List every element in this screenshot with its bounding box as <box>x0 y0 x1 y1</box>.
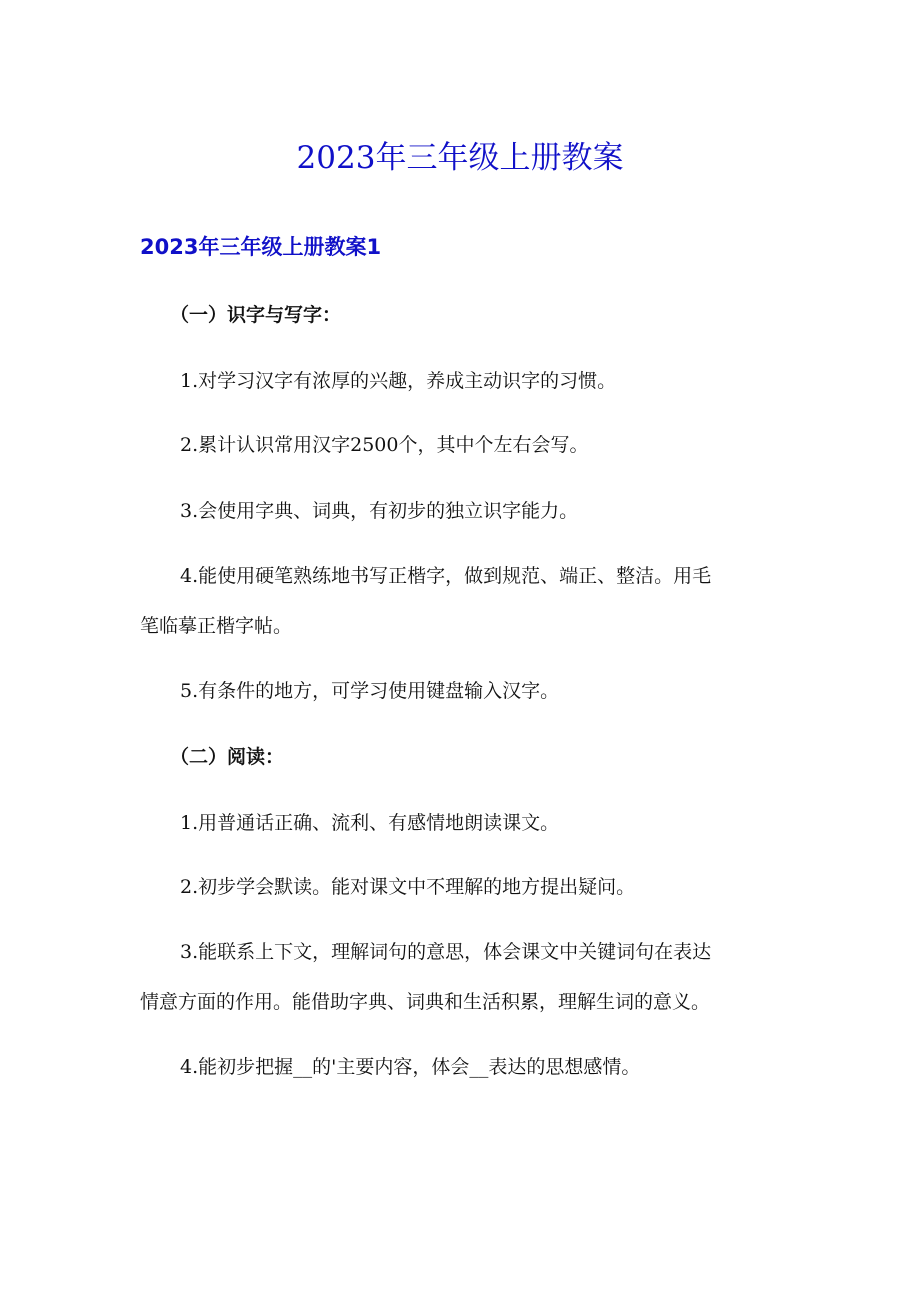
paragraph-reading-3-line2: 情意方面的作用。能借助字典、词典和生活积累，理解生词的意义。 <box>140 991 711 1013</box>
paragraph-literacy-4-line1: 4.能使用硬笔熟练地书写正楷字，做到规范、端正、整洁。用毛 <box>180 565 712 587</box>
paragraph-literacy-3: 3.会使用字典、词典，有初步的独立识字能力。 <box>180 500 579 522</box>
paragraph-literacy-4-line2: 笔临摹正楷字帖。 <box>140 615 293 637</box>
paragraph-reading-4: 4.能初步把握__的'主要内容，体会__表达的思想感情。 <box>180 1056 641 1078</box>
subheading-literacy: （一）识字与写字： <box>170 304 342 326</box>
paragraph-literacy-2: 2.累计认识常用汉字2500个，其中个左右会写。 <box>180 434 589 456</box>
paragraph-literacy-1: 1.对学习汉字有浓厚的兴趣，养成主动识字的习惯。 <box>180 370 617 392</box>
subheading-reading: （二）阅读： <box>170 746 285 768</box>
paragraph-reading-3-line1: 3.能联系上下文，理解词句的意思，体会课文中关键词句在表达 <box>180 941 712 963</box>
paragraph-literacy-5: 5.有条件的地方，可学习使用键盘输入汉字。 <box>180 680 560 702</box>
paragraph-reading-2: 2.初步学会默读。能对课文中不理解的地方提出疑问。 <box>180 876 636 898</box>
paragraph-reading-1: 1.用普通话正确、流利、有感情地朗读课文。 <box>180 812 560 834</box>
section-heading: 2023年三年级上册教案1 <box>140 235 382 259</box>
document-title: 2023年三年级上册教案 <box>296 140 624 176</box>
